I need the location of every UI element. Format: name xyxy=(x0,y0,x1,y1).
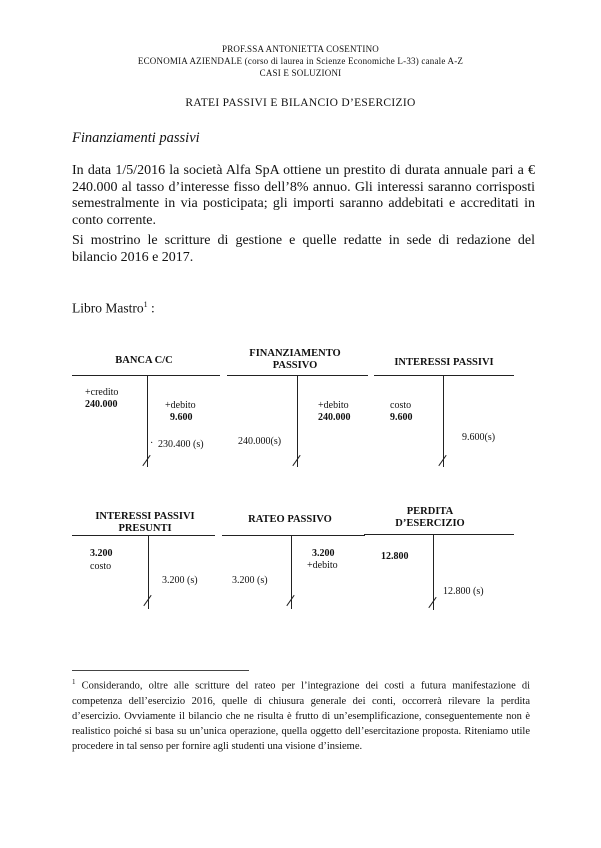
interessi-balance: 9.600(s) xyxy=(462,432,496,443)
t-account-line xyxy=(72,535,215,536)
section-heading: Finanziamenti passivi xyxy=(72,130,200,146)
t-account-line xyxy=(364,534,514,535)
libro-mastro-label: Libro Mastro$^1$ : xyxy=(72,300,155,316)
footnote-text: Considerando, oltre alle scritture del rateo per l’integrazione dei costi a futura manifestazione di competenza dell’esercizio 2016, quelle di chiusura generale dei conti, occorrerà rilevare la perdita d’esercizio. Ovviamente il bilancio che ne risulta è frutto di un’esemplificazione, conseguentemente non è realistico poiché si basa su un’unica operazione, quella oggetto dell’esercitazione proposta. Riteniamo utile procedere in tal senso per fornire agli studenti una visione d’insieme. xyxy=(72,680,530,752)
t-account-line xyxy=(72,375,220,376)
finanziamento-debit-value: 240.000 xyxy=(318,412,351,423)
presunti-cost-label: costo xyxy=(90,561,112,572)
t-account-divider xyxy=(443,375,444,467)
rateo-value: 3.200 xyxy=(312,548,335,559)
rateo-debit-label: +debito xyxy=(307,560,338,571)
footnote-ref: 1 xyxy=(143,300,148,309)
banca-credit-value: 240.000 xyxy=(85,399,118,410)
interessi-cost-label: costo xyxy=(390,400,412,411)
account-title-rateo: RATEO PASSIVO xyxy=(248,514,332,525)
document-title: RATEI PASSIVI E BILANCIO D’ESERCIZIO xyxy=(185,97,416,109)
exercise-question: Si mostrino le scritture di gestione e quelle redatte in sede di redazione del bilancio 2016 e 2017. xyxy=(72,233,535,265)
rateo-balance: 3.200 (s) xyxy=(232,575,268,586)
header-subtitle: CASI E SOLUZIONI xyxy=(259,68,342,78)
t-account-line xyxy=(222,535,365,536)
perdita-value: 12.800 xyxy=(381,551,409,562)
header-author: PROF.SSA ANTONIETTA COSENTINO xyxy=(222,44,379,54)
finanziamento-debit-label: +debito xyxy=(318,400,349,411)
exercise-paragraph: In data 1/5/2016 la società Alfa SpA ottiene un prestito di durata annuale pari a € 240.000 al tasso d’interesse fisso dell’8% annuo. Gli interessi saranno corrisposti semestralmente in via posticipata; gli importi saranno addebitati e accreditati in conto corrente. xyxy=(72,163,535,228)
account-title-perdita: PERDITA D’ESERCIZIO xyxy=(395,506,465,529)
footnote xyxy=(72,675,530,754)
banca-debit-label: +debito xyxy=(165,400,196,411)
presunti-balance: 3.200 (s) xyxy=(162,575,198,586)
banca-bullet: · xyxy=(150,438,154,449)
footnote-rule xyxy=(72,670,249,671)
t-account-divider xyxy=(297,375,298,467)
footnote-number: 1 xyxy=(72,678,76,686)
account-title-banca: BANCA C/C xyxy=(115,355,173,366)
t-account-line xyxy=(374,375,514,376)
presunti-value: 3.200 xyxy=(90,548,113,559)
account-title-finanziamento: FINANZIAMENTO PASSIVO xyxy=(249,348,341,371)
banca-debit-value: 9.600 xyxy=(170,412,193,423)
banca-balance: 230.400 (s) xyxy=(158,439,204,450)
account-title-interessi-presunti: INTERESSI PASSIVI PRESUNTI xyxy=(95,511,195,534)
interessi-cost-value: 9.600 xyxy=(390,412,413,423)
header-course: ECONOMIA AZIENDALE (corso di laurea in Scienze Economiche L-33) canale A-Z xyxy=(137,56,464,66)
banca-credit-label: +credito xyxy=(85,387,119,398)
t-account-divider xyxy=(147,375,148,467)
account-title-interessi: INTERESSI PASSIVI xyxy=(394,357,494,368)
finanziamento-balance: 240.000(s) xyxy=(238,436,282,447)
perdita-balance: 12.800 (s) xyxy=(443,586,484,597)
